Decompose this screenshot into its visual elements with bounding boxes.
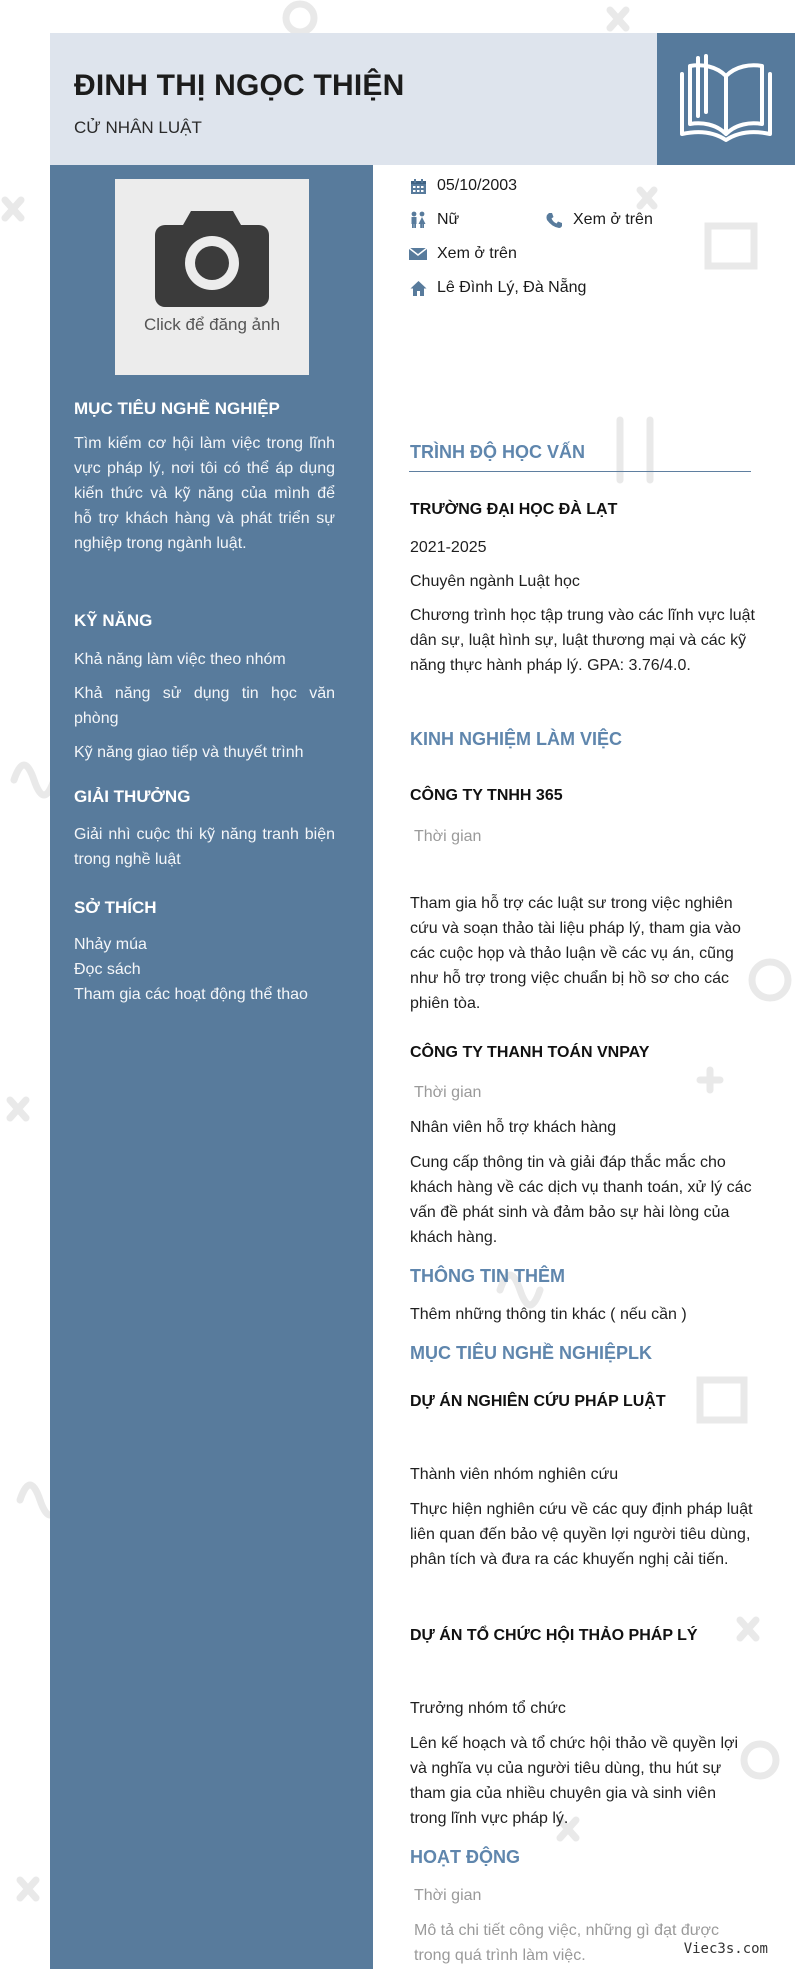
contact-dob [409,177,517,195]
skill-item[interactable]: Khả năng làm việc theo nhóm [74,651,286,668]
experience-heading[interactable]: KINH NGHIỆM LÀM VIỆC [410,729,623,749]
projects-heading[interactable]: MỤC TIÊU NGHỀ NGHIỆPLK [410,1343,653,1363]
contact-address [409,279,586,297]
objective-text[interactable]: Tìm kiếm cơ hội làm việc trong lĩnh vực pháp lý, nơi tôi có thể áp dụng kiến thức và kỹ năng của mình để hỗ trợ khách hàng và phát triển sự nghiệp trong ngành luật. [74,435,335,552]
sidebar-skills [74,611,335,765]
photo-caption: Click để đăng ảnh [143,315,281,334]
gender-value[interactable]: Nữ [437,211,460,228]
more-info-text[interactable]: Thêm những thông tin khác ( nếu cần ) [410,1306,687,1323]
dob-value[interactable]: 05/10/2003 [437,177,518,194]
job-description[interactable]: Cung cấp thông tin và giải đáp thắc mắc cho khách hàng về các dịch vụ thanh toán, xử lý các vấn đề phát sinh và đảm bảo sự hài lòng của khách hàng. [410,1154,752,1246]
job-company[interactable]: CÔNG TY THANH TOÁN VNPAY [410,1044,650,1061]
sidebar-objective [74,399,335,556]
phone-value[interactable]: Xem ở trên [573,211,653,228]
skill-item[interactable]: Khả năng sử dụng tin học văn phòng [74,685,335,727]
project-description[interactable]: Lên kế hoạch và tổ chức hội thảo về quyền lợi và nghĩa vụ của người tiêu dùng, thu hút sự tham gia của nhiều chuyên gia và sinh viên trong lĩnh vực pháp lý. [410,1735,739,1827]
project-role[interactable]: Thành viên nhóm nghiên cứu [410,1466,619,1483]
address-value[interactable]: Lê Đình Lý, Đà Nẵng [437,279,587,296]
activity-description[interactable]: Mô tả chi tiết công việc, những gì đạt được trong quá trình làm việc. [414,1922,719,1964]
sidebar [50,165,373,1969]
job-time[interactable]: Thời gian [414,1084,482,1101]
email-value[interactable]: Xem ở trên [437,245,517,262]
project-description[interactable]: Thực hiện nghiên cứu về các quy định pháp luật liên quan đến bảo vệ quyền lợi người tiêu dùng, phân tích và đưa ra các khuyến nghị cải tiến. [410,1501,753,1568]
education-years[interactable]: 2021-2025 [410,539,487,556]
book-logo [657,33,795,165]
phone-icon [545,211,563,229]
more-info-heading[interactable]: THÔNG TIN THÊM [410,1266,565,1286]
skill-item[interactable]: Kỹ năng giao tiếp và thuyết trình [74,744,304,761]
education-description[interactable]: Chương trình học tập trung vào các lĩnh vực luật dân sự, luật hình sự, luật thương mại và các kỹ năng thực hành pháp lý. GPA: 3.76/4.0. [410,607,755,674]
sidebar-awards [74,787,335,872]
activity-time[interactable]: Thời gian [414,1887,482,1904]
education-major[interactable]: Chuyên ngành Luật học [410,573,580,590]
photo-upload[interactable] [115,179,309,375]
project-role[interactable]: Trưởng nhóm tổ chức [410,1700,566,1717]
gender-icon [409,211,427,229]
project-name[interactable]: DỰ ÁN NGHIÊN CỨU PHÁP LUẬT [410,1393,666,1410]
skills-heading[interactable]: KỸ NĂNG [74,611,153,630]
candidate-title[interactable]: CỬ NHÂN LUẬT [74,118,202,137]
education-heading[interactable]: TRÌNH ĐỘ HỌC VẤN [410,442,585,462]
education-school[interactable]: TRƯỜNG ĐẠI HỌC ĐÀ LẠT [410,501,618,518]
awards-text[interactable]: Giải nhì cuộc thi kỹ năng tranh biện trong nghề luật [74,826,335,868]
calendar-icon [409,177,427,195]
hobby-item[interactable]: Nhảy múa [74,936,147,953]
job-description[interactable]: Tham gia hỗ trợ các luật sư trong việc nghiên cứu và soạn thảo tài liệu pháp lý, tham gia vào các cuộc họp và thảo luận về các vụ án, cũng như hỗ trợ trong việc chuẩn bị hồ sơ cho các phiên tòa. [410,895,741,1012]
contact-email [409,245,517,263]
hobbies-heading[interactable]: SỞ THÍCH [74,898,157,917]
contact-phone [545,211,653,229]
camera-icon [153,205,271,309]
job-company[interactable]: CÔNG TY TNHH 365 [410,787,563,804]
hobby-item[interactable]: Tham gia các hoạt động thể thao [74,986,308,1003]
objective-heading[interactable]: MỤC TIÊU NGHỀ NGHIỆP [74,399,280,418]
activities-heading[interactable]: HOẠT ĐỘNG [410,1847,520,1867]
watermark: Viec3s.com [683,1941,768,1957]
contact-gender [409,211,459,229]
book-icon [678,54,774,144]
envelope-icon [409,245,427,263]
resume [50,33,795,1969]
awards-heading[interactable]: GIẢI THƯỞNG [74,787,191,806]
job-position[interactable]: Nhân viên hỗ trợ khách hàng [410,1119,617,1136]
home-icon [409,279,427,297]
sidebar-hobbies [74,898,335,1007]
job-time[interactable]: Thời gian [414,828,482,845]
main-column [373,165,795,1969]
candidate-name[interactable]: ĐINH THỊ NGỌC THIỆN [74,69,405,102]
header [50,33,795,165]
hobby-item[interactable]: Đọc sách [74,961,141,978]
contact-divider [409,471,751,472]
project-name[interactable]: DỰ ÁN TỔ CHỨC HỘI THẢO PHÁP LÝ [410,1627,698,1644]
